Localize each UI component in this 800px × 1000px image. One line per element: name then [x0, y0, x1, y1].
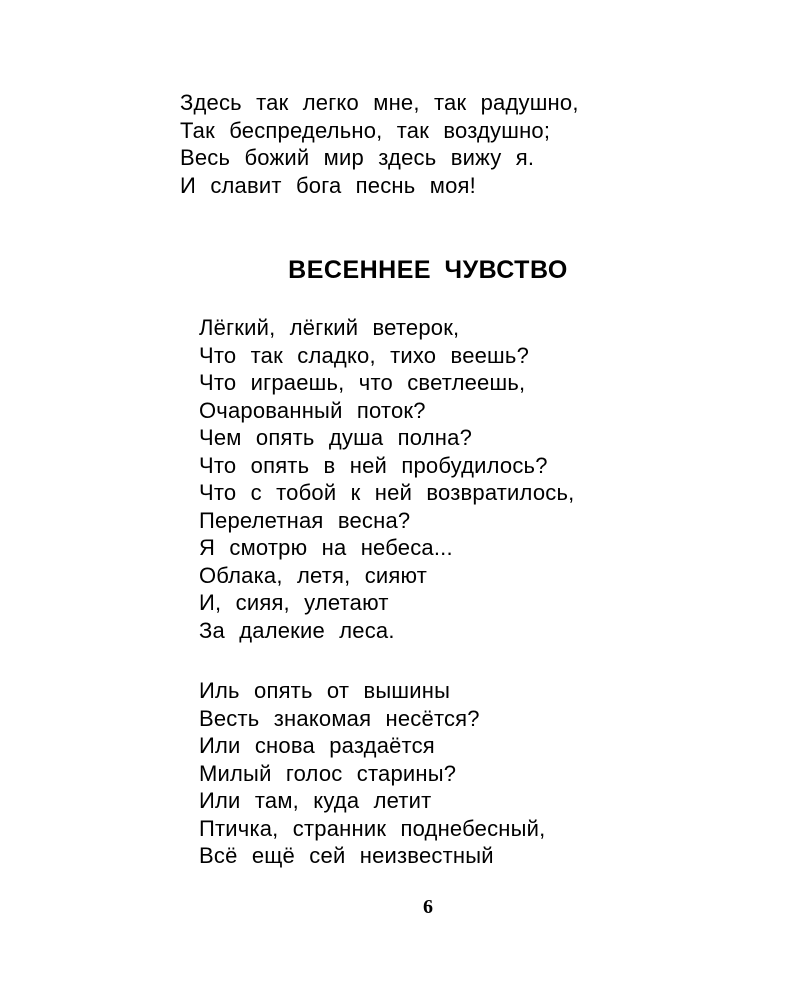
verse-line: Чем опять душа полна?	[199, 425, 473, 450]
verse-line: Иль опять от вышины	[199, 678, 451, 703]
verse-line: Лёгкий, лёгкий ветерок,	[199, 315, 460, 340]
verse-line: Облака, летя, сияют	[199, 562, 428, 588]
verse-line: Или там, куда летит	[199, 788, 432, 813]
verse-line: Так беспредельно, так воздушно;	[180, 117, 551, 143]
verse-line: Весть знакомая несётся?	[199, 705, 480, 731]
poem-title: ВЕСЕННЕЕ ЧУВСТВО	[288, 256, 568, 284]
verse-line: За далекие леса.	[199, 617, 395, 643]
verse-line: Очарованный поток?	[199, 397, 426, 423]
intro-stanza	[180, 89, 579, 199]
verse-line: Или снова раздаётся	[199, 733, 435, 758]
verse-line: Что играешь, что светлеешь,	[199, 370, 526, 395]
poem-stanza-2	[199, 677, 545, 870]
verse-line: Весь божий мир здесь вижу я.	[180, 145, 535, 170]
verse-line: Что так сладко, тихо веешь?	[199, 342, 530, 368]
verse-line: Что с тобой к ней возвратилось,	[199, 480, 575, 505]
verse-line: Перелетная весна?	[199, 507, 411, 533]
verse-line: Всё ещё сей неизвестный	[199, 843, 494, 868]
verse-line: Я смотрю на небеса...	[199, 535, 453, 560]
poem-stanza-1	[199, 314, 574, 644]
verse-line: Милый голос старины?	[199, 760, 457, 786]
verse-line: И, сияя, улетают	[199, 590, 389, 615]
verse-line: Птичка, странник поднебесный,	[199, 815, 546, 841]
page-number: 6	[423, 896, 433, 918]
verse-line: Здесь так легко мне, так радушно,	[180, 90, 579, 115]
verse-line: Что опять в ней пробудилось?	[199, 452, 548, 478]
verse-line: И славит бога песнь моя!	[180, 172, 476, 198]
